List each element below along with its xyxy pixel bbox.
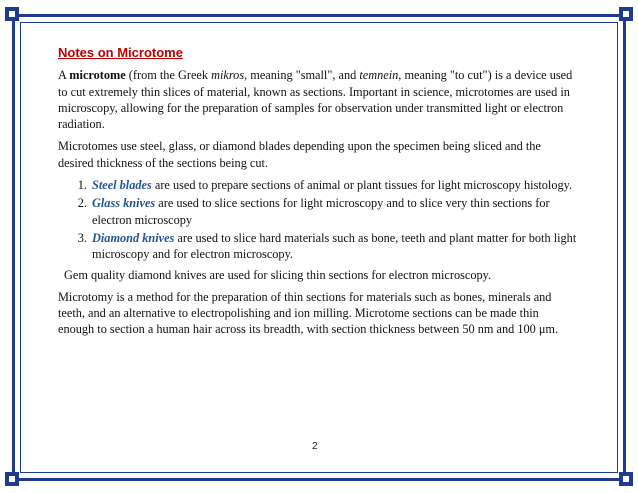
intro-mid1: (from the Greek — [125, 68, 212, 83]
intro-term-mikros: mikros — [211, 68, 245, 83]
list-item-text: are used to slice sections for light microscopy and to slice very thin sections for electron microscopy — [92, 196, 550, 227]
blade-types-list — [58, 177, 578, 262]
term-diamond-knives: Diamond knives — [92, 230, 175, 245]
intro-term-microtome: microtome — [69, 68, 126, 83]
gem-note-paragraph: Gem quality diamond knives are used for slicing thin sections for electron microscopy. — [64, 267, 492, 282]
corner-ornament-bottom-left — [5, 472, 19, 486]
term-glass-knives: Glass knives — [92, 196, 156, 211]
list-item-steel-blades — [90, 177, 578, 193]
page-number: 2 — [312, 441, 318, 452]
corner-ornament-top-right — [619, 7, 633, 21]
term-steel-blades: Steel blades — [92, 178, 152, 193]
microtomy-paragraph: Microtomy is a method for the preparation of thin sections for materials such as bones, minerals and teeth, and an alternative to electropolishing and ion milling. Microtome sections can be made thin enough to section a human hair across its breadth, with section thickness between 50 nm and 100 μm. — [58, 289, 559, 337]
corner-ornament-bottom-right — [619, 472, 633, 486]
page-title: Notes on Microtome — [58, 45, 183, 60]
intro-post: , meaning "to cut") is a device used to cut extremely thin slices of material, known as sections. Important in science, microtomes are used in microscopy, allowing for the preparation of samples for observation under transmitted light or electron radiation. — [58, 68, 573, 132]
intro-term-temnein: temnein — [359, 68, 399, 83]
intro-paragraph — [58, 67, 578, 132]
intro-mid2: , meaning "small", and — [244, 68, 360, 83]
intro-pre: A — [58, 68, 70, 83]
list-item-diamond-knives — [90, 230, 578, 263]
corner-ornament-top-left — [5, 7, 19, 21]
list-item-glass-knives — [90, 195, 578, 228]
list-item-text: are used to slice hard materials such as bone, teeth and plant matter for both light microscopy and for electron microscopy. — [92, 230, 577, 262]
blades-intro-paragraph: Microtomes use steel, glass, or diamond blades depending upon the specimen being sliced and the desired thickness of the sections being cut. — [58, 139, 541, 170]
document-body — [58, 45, 578, 344]
list-item-text: are used to prepare sections of animal or plant tissues for light microscopy histology. — [151, 178, 573, 193]
